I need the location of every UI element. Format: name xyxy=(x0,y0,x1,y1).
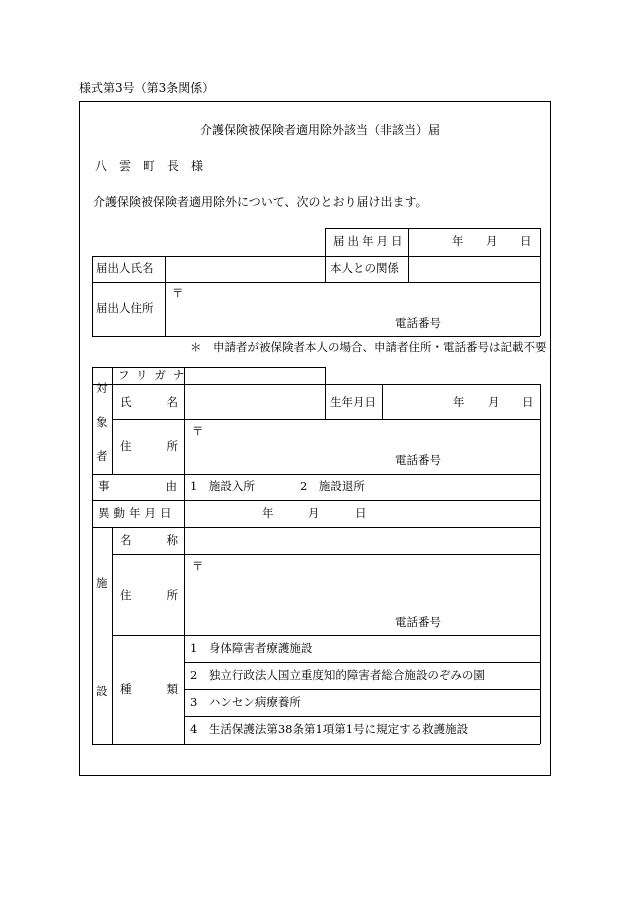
facility-address-label: 住 所 xyxy=(120,588,182,602)
facility-address-field[interactable] xyxy=(185,555,539,634)
furigana-label: フリガナ xyxy=(118,368,192,382)
postal-mark: 〒 xyxy=(172,286,184,300)
facility-group-char-1: 施 xyxy=(96,576,108,590)
submission-note: ＊ 申請者が被保険者本人の場合、申請者住所・電話番号は記載不要 xyxy=(190,340,547,354)
change-month-label: 月 xyxy=(308,506,320,520)
intro-text: 介護保険被保険者適用除外について、次のとおり届け出ます。 xyxy=(93,195,428,209)
relation-field[interactable] xyxy=(409,257,539,281)
facility-type-label: 種 類 xyxy=(120,682,182,696)
subject-address-field[interactable] xyxy=(185,420,539,473)
reason-option-discharge[interactable]: 2 施設退所 xyxy=(300,479,365,493)
facility-type-option-1[interactable]: 1 身体障害者療護施設 xyxy=(190,641,313,655)
submission-date-label: 届出年月日 xyxy=(333,234,406,248)
subject-name-label: 氏 名 xyxy=(120,395,182,409)
submission-day-label: 日 xyxy=(520,234,532,248)
submission-month-label: 月 xyxy=(486,234,498,248)
facility-group-char-2: 設 xyxy=(96,684,108,698)
relation-label: 本人との関係 xyxy=(330,261,399,275)
submitter-name-field[interactable] xyxy=(166,257,324,281)
facility-name-label: 名 称 xyxy=(120,533,182,547)
form-title: 介護保険被保険者適用除外該当（非該当）届 xyxy=(200,123,441,137)
subject-address-label: 住 所 xyxy=(120,439,182,453)
subject-name-field[interactable] xyxy=(185,385,324,418)
facility-postal-mark: 〒 xyxy=(192,559,204,573)
submitter-address-label: 届出人住所 xyxy=(96,301,154,315)
addressee: 八 雲 町 長 様 xyxy=(95,159,204,173)
birth-day-label: 日 xyxy=(522,395,534,409)
change-year-label: 年 xyxy=(262,506,274,520)
reason-label: 事 由 xyxy=(98,479,179,493)
subject-phone-label: 電話番号 xyxy=(395,453,441,467)
change-date-label: 異動年月日 xyxy=(98,506,176,520)
submission-year-label: 年 xyxy=(452,234,464,248)
facility-type-option-2[interactable]: 2 独立行政法人国立重度知的障害者総合施設のぞみの園 xyxy=(190,668,485,682)
facility-type-option-3[interactable]: 3 ハンセン病療養所 xyxy=(190,695,301,709)
submitter-name-label: 届出人氏名 xyxy=(96,261,154,275)
facility-type-option-4[interactable]: 4 生活保護法第38条第1項第1号に規定する救護施設 xyxy=(190,722,469,736)
subject-group-char-2: 象 xyxy=(96,415,108,429)
form-number: 様式第3号（第3条関係） xyxy=(79,81,215,95)
change-day-label: 日 xyxy=(355,506,367,520)
submitter-address-field[interactable] xyxy=(166,283,539,335)
reason-option-admission[interactable]: 1 施設入所 xyxy=(190,479,255,493)
subject-postal-mark: 〒 xyxy=(192,424,204,438)
furigana-field[interactable] xyxy=(185,368,324,383)
facility-phone-label: 電話番号 xyxy=(395,615,441,629)
birth-date-label: 生年月日 xyxy=(330,395,376,409)
birth-year-label: 年 xyxy=(453,395,465,409)
submitter-phone-label: 電話番号 xyxy=(395,316,441,330)
subject-group-char-3: 者 xyxy=(96,449,108,463)
birth-month-label: 月 xyxy=(488,395,500,409)
subject-group-char-1: 対 xyxy=(96,381,108,395)
facility-name-field[interactable] xyxy=(185,528,539,553)
